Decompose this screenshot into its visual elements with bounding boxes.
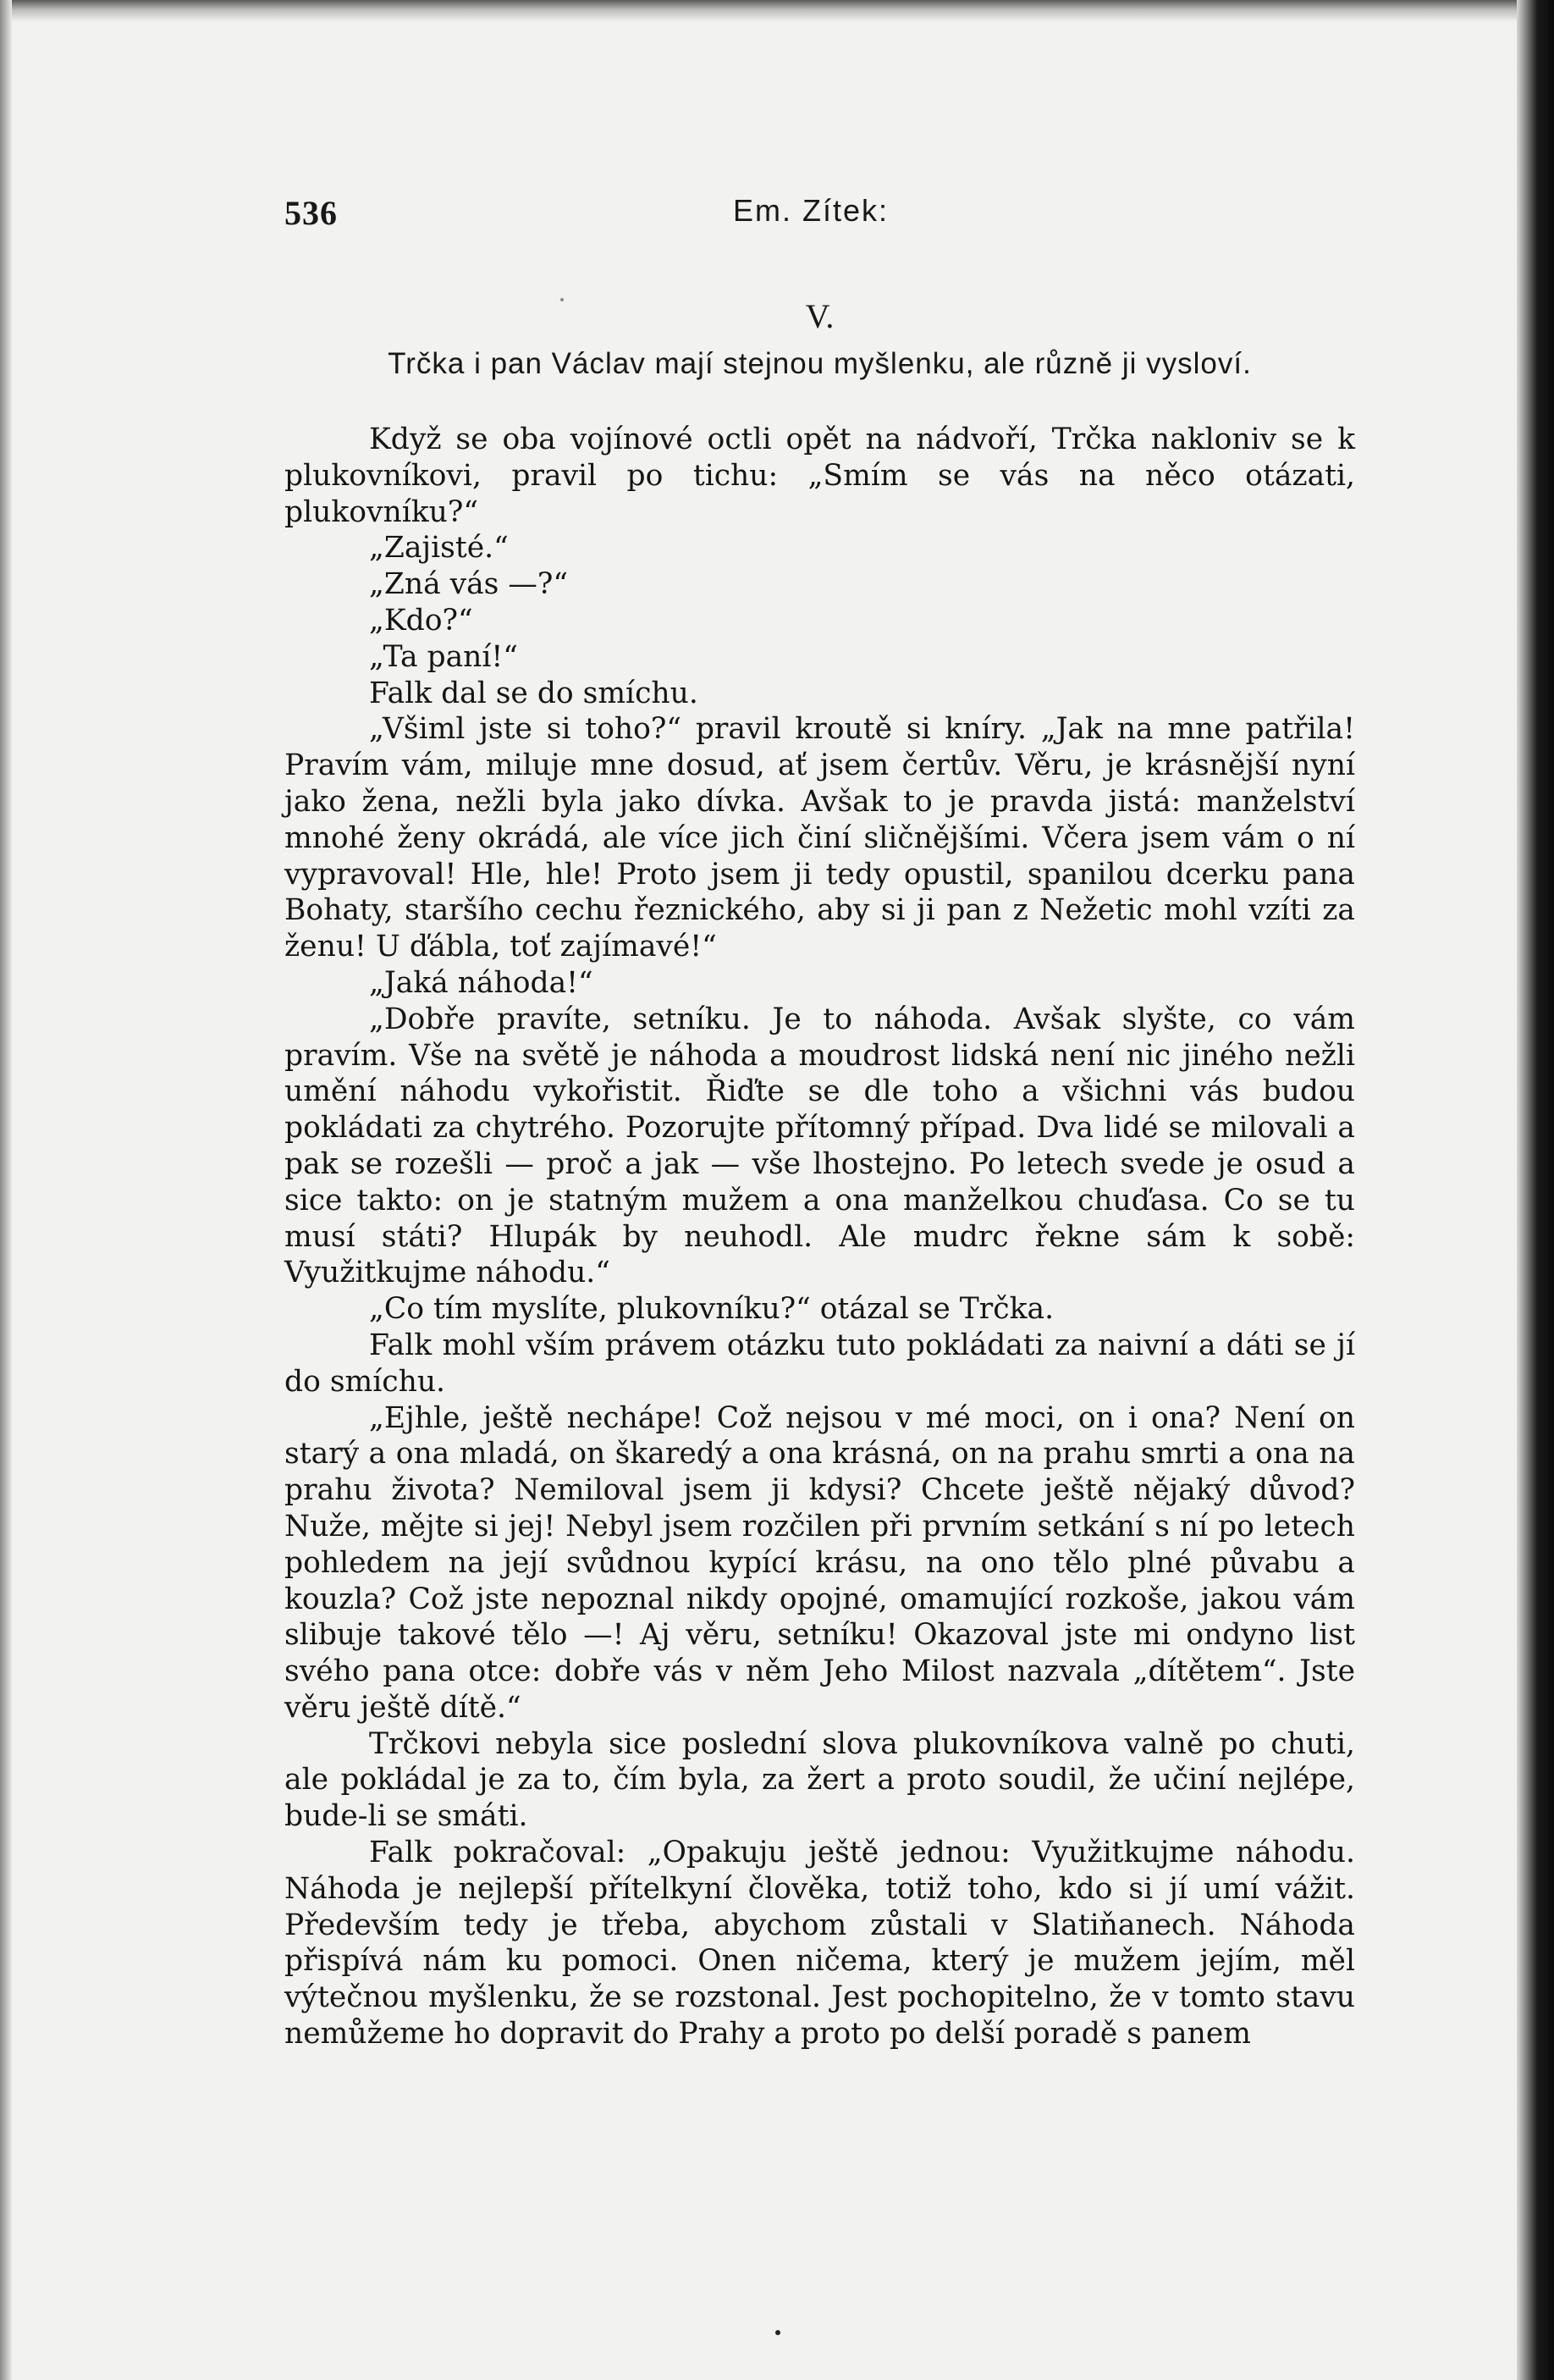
paragraph: „Ejhle, ještě nechápe! Což nejsou v mé moci, on i ona? Není on starý a ona mladá, on škaredý a ona krásná, on na prahu smrti a ona na prahu života? Nemiloval jsem ji kdysi? Chcete ještě nějaký důvod? Nuže, mějte si jej! Nebyl jsem rozčilen při prvním setkání s ní po letech pohledem na její svůdnou kypící krásu, na ono tělo plné půvabu a kouzla? Což jste nepoznal nikdy opojné, omamující rozkoše, jakou vám slibuje takové tělo —! Aj věru, setníku! Okazoval jste mi ondyno list svého pana otce: dobře vás v něm Jeho Milost nazvala „dítětem“. Jste věru ještě dítě.“	[284, 1400, 1355, 1725]
chapter-title: Trčka i pan Václav mají stejnou myšlenku, ale různě ji vysloví.	[388, 347, 1252, 380]
paragraph: Když se oba vojínové octli opět na nádvoří, Trčka nakloniv se k plukovníkovi, pravil po tichu: „Smím se vás na něco otázati, plukovníku?“	[284, 422, 1355, 529]
running-head	[284, 193, 1355, 237]
paragraph: Falk mohl vším právem otázku tuto pokládati za naivní a dáti se jí do smíchu.	[284, 1328, 1355, 1399]
paragraph: „Zná vás —?“	[369, 567, 568, 602]
paragraph: Falk pokračoval: „Opakuju ještě jednou: Využitkujme náhodu. Náhoda je nejlepší přítelkyní člověka, totiž toho, kdo si jí umí vážit. Především tedy je třeba, abychom zůstali v Slatiňanech. Náhoda přispívá nám ku pomoci. Onen ničema, který je mužem jejím, měl výtečnou myšlenku, že se rozstonal. Jest pochopitelno, že v tomto stavu nemůžeme ho dopravit do Prahy a proto po delší poradě s panem	[284, 1836, 1355, 2051]
paragraph: Falk dal se do smíchu.	[369, 676, 698, 710]
scan-shadow-top	[0, 0, 1554, 22]
page-number: 536	[284, 194, 338, 232]
paragraph: „Co tím myslíte, plukovníku?“ otázal se Trčka.	[369, 1292, 1055, 1327]
running-title: Em. Zítek:	[733, 193, 890, 228]
paragraph: „Jaká náhoda!“	[369, 965, 593, 1000]
scan-speck	[560, 298, 564, 301]
chapter-number: V.	[805, 297, 835, 335]
paragraph: „Dobře pravíte, setníku. Je to náhoda. Avšak slyšte, co vám pravím. Vše na světě je náhoda a moudrost lidská není nic jiného nežli umění náhodu vykořistit. Řiďte se dle toho a všichni vás budou pokládati za chytrého. Pozorujte přítomný případ. Dva lidé se milovali a pak se rozešli — proč a jak — vše lhostejno. Po letech svede je osud a sice takto: on je statným mužem a ona manželkou chuďasa. Co se tu musí státi? Hlupák by neuhodl. Ale mudrc řekne sám k sobě: Využitkujme náhodu.“	[284, 1002, 1355, 1290]
paragraph: „Ta paní!“	[369, 639, 518, 674]
scan-speck	[775, 2330, 780, 2335]
paragraph: „Kdo?“	[369, 603, 473, 638]
paragraph: „Všiml jste si toho?“ pravil kroutě si kníry. „Jak na mne patřila! Pravím vám, miluje mne dosud, ať jsem čertův. Věru, je krásnější nyní jako žena, nežli byla jako dívka. Avšak to je pravda jistá: manželství mnohé ženy okrádá, ale více jich činí sličnějšími. Včera jsem vám o ní vypravoval! Hle, hle! Proto jsem ji tedy opustil, spanilou dcerku pana Bohaty, staršího cechu řeznického, aby si ji pan z Nežetic mohl vzíti za ženu! U ďábla, toť zajímavé!“	[284, 712, 1355, 964]
scan-shadow-right	[1517, 0, 1554, 2380]
paragraph: Trčkovi nebyla sice poslední slova plukovníkova valně po chuti, ale pokládal je za to, čím byla, za žert a proto soudil, že učiní nejlépe, bude-li se smáti.	[284, 1726, 1355, 1834]
body-text	[284, 422, 1355, 2052]
paragraph: „Zajisté.“	[369, 531, 509, 566]
scan-shadow-left	[0, 0, 12, 2380]
